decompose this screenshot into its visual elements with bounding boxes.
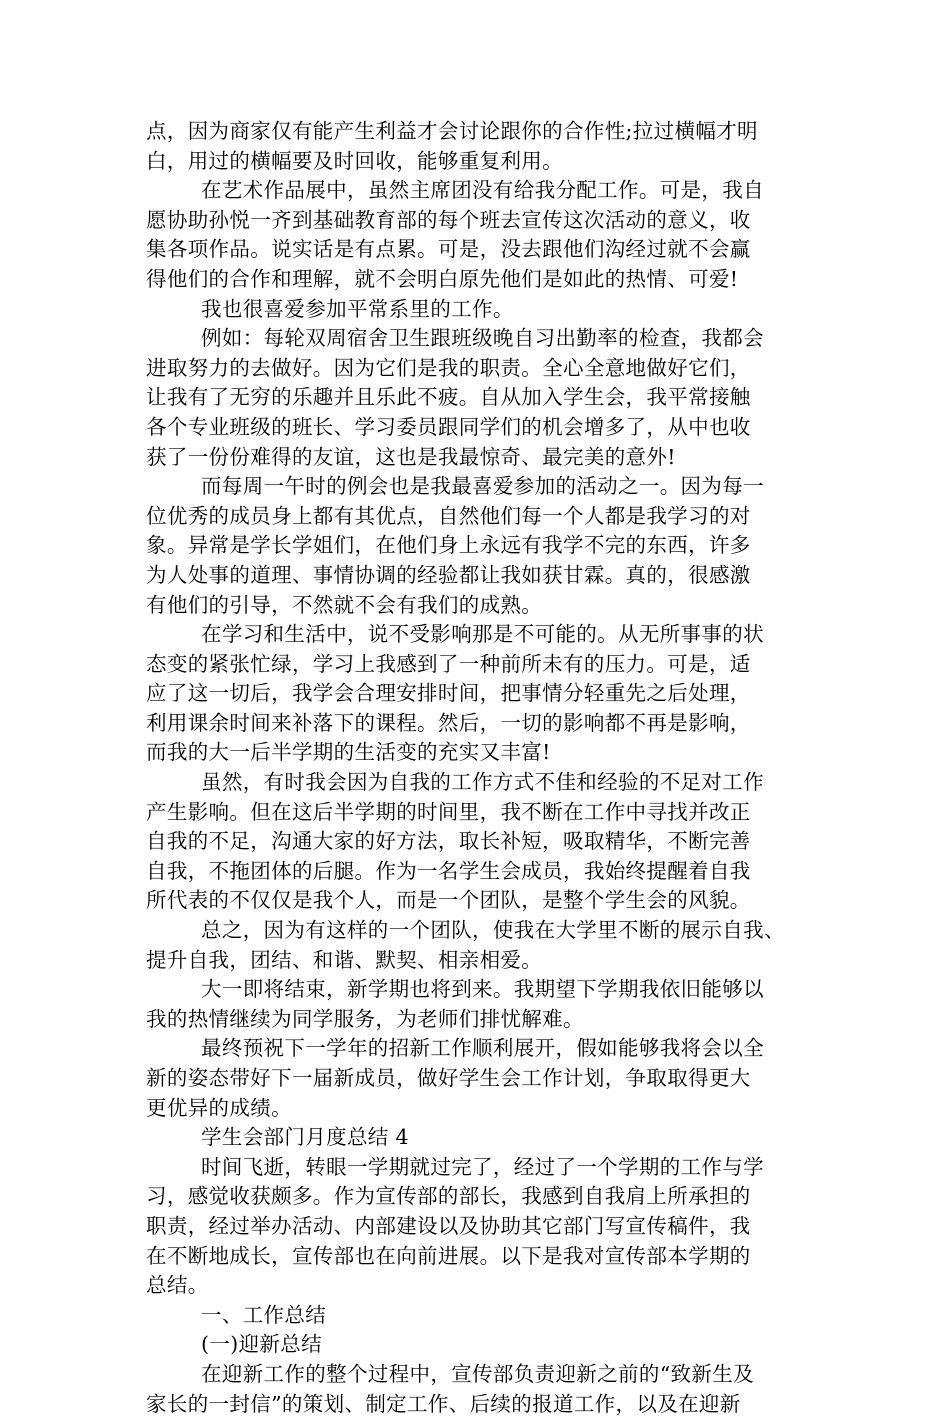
text-line: 有他们的引导，不然就不会有我们的成熟。 — [146, 592, 543, 617]
text-line: 象。异常是学长学姐们，在他们身上永远有我学不完的东西，许多 — [146, 533, 751, 558]
text-line: 让我有了无穷的乐趣并且乐此不疲。自从加入学生会，我平常接触 — [146, 385, 751, 410]
text-line: 在艺术作品展中，虽然主席团没有给我分配工作。可是，我自 — [201, 178, 764, 203]
text-line: 利用课余时间来补落下的课程。然后，一切的影响都不再是影响， — [146, 710, 751, 735]
text-line: 我也很喜爱参加平常系里的工作。 — [201, 296, 514, 321]
text-line: 例如：每轮双周宿舍卫生跟班级晚自习出勤率的检查，我都会 — [201, 326, 764, 351]
text-line: 而我的大一后半学期的生活变的充实又丰富! — [146, 740, 551, 765]
text-line: 在迎新工作的整个过程中，宣传部负责迎新之前的“致新生及 — [201, 1361, 754, 1386]
document-body — [146, 117, 816, 1419]
text-line: 获了一份份难得的友谊，这也是我最惊奇、最完美的意外! — [146, 444, 676, 469]
text-line: 职责，经过举办活动、内部建设以及协助其它部门写宣传稿件，我 — [146, 1213, 751, 1238]
text-line: 点，因为商家仅有能产生利益才会讨论跟你的合作性;拉过横幅才明 — [146, 119, 758, 143]
text-line: 习，感觉收获颇多。作为宣传部的部长，我感到自我肩上所承担的 — [146, 1184, 751, 1209]
text-line: 白，用过的横幅要及时回收，能够重复利用。 — [146, 148, 563, 173]
text-line: 一、工作总结 — [201, 1302, 327, 1327]
text-line: 位优秀的成员身上都有其优点，自然他们每一个人都是我学习的对 — [146, 503, 751, 528]
text-line: 虽然，有时我会因为自我的工作方式不佳和经验的不足对工作 — [201, 770, 764, 795]
text-line: 更优异的成绩。 — [146, 1095, 292, 1120]
text-line: 所代表的不仅仅是我个人，而是一个团队，是整个学生会的风貌。 — [146, 888, 751, 913]
text-line: 自我，不拖团体的后腿。作为一名学生会成员，我始终提醒着自我 — [146, 858, 751, 883]
text-line: 大一即将结束，新学期也将到来。我期望下学期我依旧能够以 — [201, 977, 764, 1002]
text-line: 自我的不足，沟通大家的好方法，取长补短，吸取精华，不断完善 — [146, 829, 751, 854]
text-line: 态变的紧张忙绿，学习上我感到了一种前所未有的压力。可是，适 — [146, 651, 751, 676]
text-line: 总结。 — [146, 1273, 209, 1298]
text-line: 时间飞逝，转眼一学期就过完了，经过了一个学期的工作与学 — [201, 1154, 764, 1179]
text-line: 提升自我，团结、和谐、默契、相亲相爱。 — [146, 947, 543, 972]
text-line: 新的姿态带好下一届新成员，做好学生会工作计划，争取取得更大 — [146, 1066, 751, 1090]
text-line: 家长的一封信”的策划、制定工作、后续的报道工作，以及在迎新 — [146, 1391, 741, 1416]
text-line: 各个专业班级的班长、学习委员跟同学们的机会增多了，从中也收 — [146, 414, 751, 439]
text-line: 最终预祝下一学年的招新工作顺利展开，假如能够我将会以全 — [201, 1036, 764, 1061]
text-line: 我的热情继续为同学服务，为老师们排忧解难。 — [146, 1006, 584, 1031]
text-line: 总之，因为有这样的一个团队，使我在大学里不断的展示自我、 — [201, 918, 785, 943]
text-line: 进取努力的去做好。因为它们是我的职责。全心全意地做好它们， — [146, 355, 751, 380]
text-line: 而每周一午时的例会也是我最喜爱参加的活动之一。因为每一 — [201, 474, 764, 499]
text-line: 在学习和生活中，说不受影响那是不可能的。从无所事事的状 — [201, 622, 764, 647]
text-line: 应了这一切后，我学会合理安排时间，把事情分轻重先之后处理， — [146, 681, 751, 706]
text-line: 愿协助孙悦一齐到基础教育部的每个班去宣传这次活动的意义，收 — [146, 207, 751, 232]
text-line: 得他们的合作和理解，就不会明白原先他们是如此的热情、可爱! — [146, 266, 739, 291]
text-line: (一)迎新总结 — [201, 1332, 322, 1357]
text-line: 为人处事的道理、事情协调的经验都让我如获甘霖。真的，很感激 — [146, 562, 751, 587]
text-line: 产生影响。但在这后半学期的时间里，我不断在工作中寻找并改正 — [146, 799, 751, 824]
text-line: 学生会部门月度总结 4 — [201, 1125, 409, 1150]
text-line: 集各项作品。说实话是有点累。可是，没去跟他们沟经过就不会赢 — [146, 237, 751, 262]
text-line: 在不断地成长，宣传部也在向前进展。以下是我对宣传部本学期的 — [146, 1243, 751, 1268]
